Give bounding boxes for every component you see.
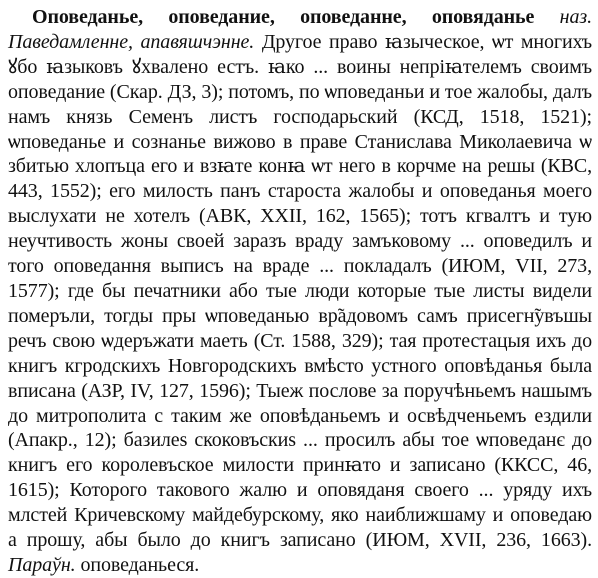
derivative-word: оповеданьеся. xyxy=(80,553,200,576)
compare-label: Параўн. xyxy=(8,553,76,576)
entry-paragraph xyxy=(8,5,592,578)
dialect-label: наз. xyxy=(559,6,592,28)
entry-headwords: Оповеданье, оповедание, оповеданне, оповяданье xyxy=(32,6,535,28)
entry-glosses: Паведамленне, апавяшчэнне. xyxy=(8,30,255,53)
entry-citations: Другое право ꙗзыческое, ѡт многихъ ꙋбо ꙗзыковъ ꙋхвалено естъ. ꙗко ... воины непрiꙗтелемъ своимъ оповедание (Скар. ДЗ, 3); потомъ, по ѡповеданьи и тое жалобы, далъ намъ князь Семенъ листъ господарьский (КСД, 1518, 1521); ѡповеданье и сознанье вижово в праве Станислава Миколаевича ѡ збитью хлопъца его и взꙗте конꙗ ѡт него в корчме на решы (КВС, 443, 1552); его милость панъ староста жалобы и оповеданья моего выслухати не хотелъ (АВК, XXII, 162, 1565); тотъ кгвалтъ и тую неучтивость жоны своей заразъ враду замъковому ... оповедилъ и того оповедання выписъ на враде ... покладалъ (ИЮМ, VII, 273, 1577); где бы печатники або тые люди которые тые листы видели померъли, тогды пры ѡповеданью вр̃адовомъ самъ присегн̃увъшы речъ свою ѡдеръжати маеть (Ст. 1588, 329); тая протестацыя ихъ до книгъ кгродскихъ Новгородскихъ вмѣсто устного оповѣданья была вписана (АЗР, IV, 127, 1596); Тыеж послове за поручѣньемъ нашымъ до митрополита с таким же оповѣданьемъ и освѣдченьемъ ездили (Апакр., 12); базилеѕ скоковъскиѕ ... просилъ абы тое ѡповеданє до книгъ его королевъское милости принꙗто и записано (ККСС, 46, 1615); Которого такового жалю и оповяданя своего ... уряду ихъ млстей Кричевскому майдебурскому, яко наиближшаму и оповедаю а прошу, абы было до книгъ записано (ИЮМ, XVII, 236, 1663). xyxy=(8,30,592,552)
